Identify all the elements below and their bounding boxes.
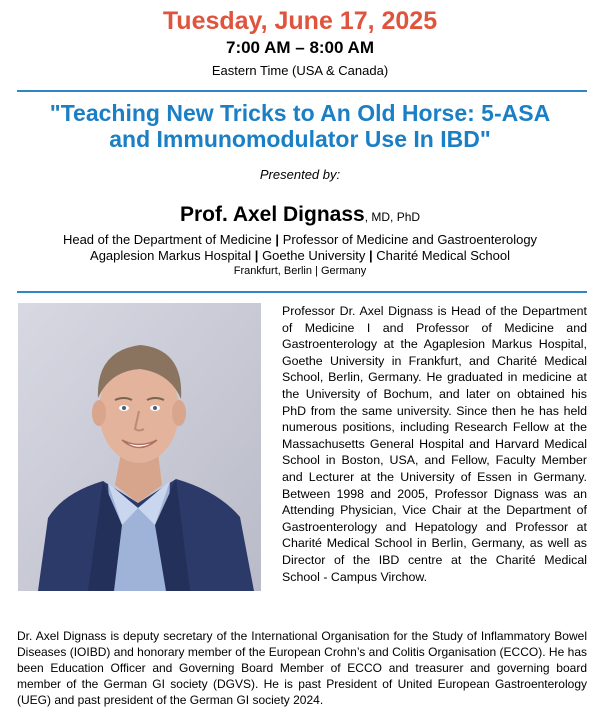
speaker-location [0,264,600,278]
speaker-roles [0,231,600,248]
presented-by-label: Presented by: [259,167,341,182]
speaker-name: Prof. Axel Dignass [179,203,365,226]
separator: | [369,248,373,263]
role-professor: Professor of Medicine and Gastroenterology [282,232,538,247]
bio-paragraph-1: Professor Dr. Axel Dignass is Head of the Department of Medicine I and Professor of Medicine and Gastroenterology at the Agaplesion Markus Hospital, Goethe University in Frankfurt, and Charité Medical School, Berlin, Germany. He graduated in medicine at the University of Bochum, and later on obtained his PhD from the same university. Since then he has held numerous positions, including Research Fellow at the Massachusetts General Hospital and Harvard Medical School in Boston, USA, and Fellow, Faculty Member and Lecturer at the University of Essen in Germany. Between 1998 and 2005, Professor Dignass was an Attending Physician, Vice Chair at the Department of Gastroenterology and Hepatology and Professor at Charité Medical School in Berlin, Germany, as well as Director of the IBD centre at the Charité Medical School - Campus Virchow. [282,304,587,584]
event-date: Tuesday, June 17, 2025 [162,7,438,35]
talk-title-line1: "Teaching New Tricks to An Old Horse: 5-ASA [49,100,551,126]
institution-charite: Charité Medical School [376,248,510,263]
speaker-credentials: , MD, PhD [364,210,421,224]
speaker-institutions [0,247,600,264]
speaker-portrait-illustration [18,303,261,591]
location-city: Frankfurt, Berlin [233,265,312,277]
separator: | [254,248,259,263]
divider-bottom [17,291,587,293]
institution-goethe-university: Goethe University [262,248,366,263]
speaker-heading [0,202,600,230]
event-timezone: Eastern Time (USA & Canada) [211,63,389,78]
bio-paragraph-2: Dr. Axel Dignass is deputy secretary of the International Organisation for the Study of Inflammatory Bowel Diseases (IOIBD) and honorary member of the European Crohn’s and Colitis Organisation (ECCO). He has been Education Officer and Governing Board Member of ECCO and treasurer and governing board member of the German GI society (DGVS). He is past President of United European Gastroenterology (UEG) and past president of the German GI society 2024. [17,629,587,707]
event-time: 7:00 AM – 8:00 AM [225,38,374,57]
institution-markus-hospital: Agaplesion Markus Hospital [90,248,252,263]
location-country: Germany [320,265,367,277]
separator: | [315,265,318,277]
speaker-photo [18,303,261,591]
role-head-of-department: Head of the Department of Medicine [62,232,272,247]
divider-top [17,90,587,92]
talk-title [10,100,590,152]
separator: | [275,232,280,247]
talk-title-line2: and Immunomodulator Use In IBD" [109,126,491,152]
